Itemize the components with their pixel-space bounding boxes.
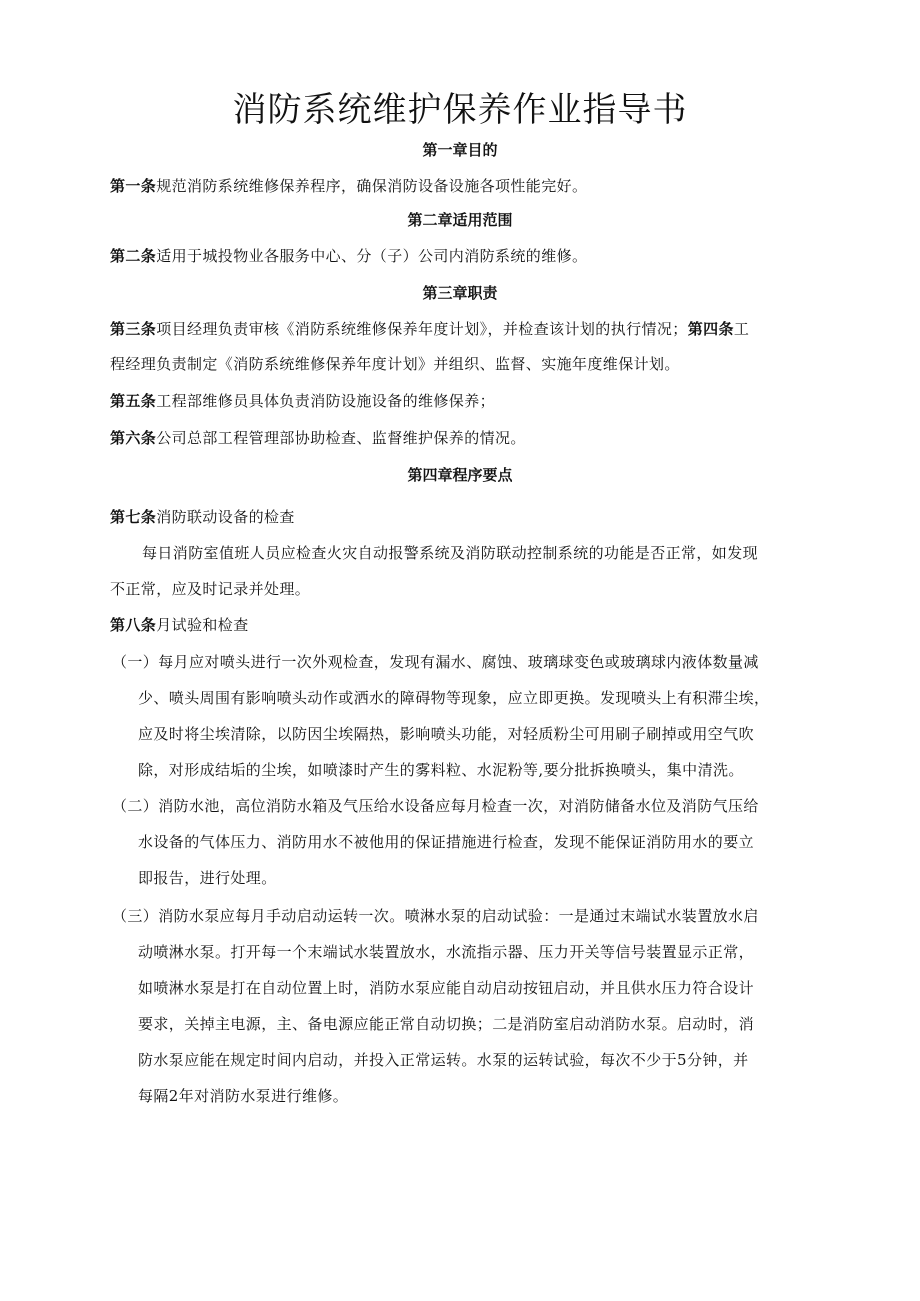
article-4-text-tail: 工 bbox=[733, 320, 750, 338]
item-3-line-2: 动喷淋水泵。打开每一个末端试水装置放水，水流指示器、压力开关等信号装置显示正常， bbox=[138, 943, 755, 961]
article-8-label: 第八条 bbox=[110, 616, 157, 634]
chapter-1-heading: 第一章目的 bbox=[422, 141, 498, 159]
item-2-line-1: （二）消防水池，高位消防水箱及气压给水设备应每月检查一次，对消防储备水位及消防气压给 bbox=[112, 797, 759, 815]
item-2-line-2: 水设备的气体压力、消防用水不被他用的保证措施进行检查，发现不能保证消防用水的要立 bbox=[138, 833, 755, 851]
article-8-heading bbox=[110, 614, 830, 636]
article-2 bbox=[110, 245, 830, 267]
chapter-4-heading: 第四章程序要点 bbox=[407, 466, 513, 484]
document-title: 消防系统维护保养作业指导书 bbox=[232, 90, 688, 130]
chapter-3-heading: 第三章职责 bbox=[422, 284, 498, 302]
item-1-line-1: （一）每月应对喷头进行一次外观检查，发现有漏水、腐蚀、玻璃球变色或玻璃球内液体数量减 bbox=[112, 653, 759, 671]
item-2-line-3: 即报告，进行处理。 bbox=[138, 869, 277, 887]
article-5 bbox=[110, 390, 830, 412]
article-1 bbox=[110, 175, 830, 197]
article-3-text: 项目经理负责审核《消防系统维修保养年度计划》，并检查该计划的执行情况； bbox=[156, 320, 688, 338]
article-6 bbox=[110, 427, 830, 449]
item-3-line-1: （三）消防水泵应每月手动启动运转一次。喷淋水泵的启动试验：一是通过末端试水装置放水启 bbox=[112, 907, 759, 925]
item-3-line-4: 要求，关掉主电源，主、备电源应能正常自动切换；二是消防室启动消防水泵。启动时，消 bbox=[138, 1015, 755, 1033]
article-7-paragraph-line-1: 每日消防室值班人员应检查火灾自动报警系统及消防联动控制系统的功能是否正常，如发现 bbox=[142, 544, 759, 562]
article-2-label: 第二条 bbox=[110, 247, 157, 265]
item-1-line-3: 应及时将尘埃清除，以防因尘埃隔热，影响喷头功能，对轻质粉尘可用刷子刷掉或用空气吹 bbox=[138, 725, 755, 743]
article-5-text: 工程部维修员具体负责消防设施设备的维修保养； bbox=[156, 392, 496, 410]
article-5-label: 第五条 bbox=[110, 392, 157, 410]
article-6-text: 公司总部工程管理部协助检查、监督维护保养的情况。 bbox=[156, 429, 526, 447]
item-1-line-4: 除，对形成结垢的尘埃，如喷漆时产生的雾料粒、水泥粉等,要分批拆换喷头，集中清洗。 bbox=[138, 761, 744, 779]
article-7-paragraph-line-2: 不正常，应及时记录并处理。 bbox=[110, 580, 311, 598]
article-1-text: 规范消防系统维修保养程序，确保消防设备设施各项性能完好。 bbox=[156, 177, 588, 195]
article-4-line-2: 程经理负责制定《消防系统维修保养年度计划》并组织、监督、实施年度维保计划。 bbox=[110, 355, 680, 373]
article-6-label: 第六条 bbox=[110, 429, 157, 447]
item-3-line-6: 每隔2年对消防水泵进行维修。 bbox=[138, 1087, 349, 1105]
article-3-4-line-1 bbox=[110, 318, 830, 340]
item-3-line-5: 防水泵应能在规定时间内启动，并投入正常运转。水泵的运转试验，每次不少于5分钟，并 bbox=[138, 1051, 749, 1069]
chapter-2-heading: 第二章适用范围 bbox=[407, 211, 513, 229]
article-4-label: 第四条 bbox=[687, 320, 734, 338]
article-3-label: 第三条 bbox=[110, 320, 157, 338]
article-7-label: 第七条 bbox=[110, 508, 157, 526]
article-7-title: 消防联动设备的检查 bbox=[156, 508, 295, 526]
article-8-title: 月试验和检查 bbox=[156, 616, 249, 634]
article-7-heading bbox=[110, 506, 830, 528]
item-1-line-2: 少、喷头周围有影响喷头动作或洒水的障碍物等现象，应立即更换。发现喷头上有积滞尘埃， bbox=[138, 689, 770, 707]
article-2-text: 适用于城投物业各服务中心、分（子）公司内消防系统的维修。 bbox=[156, 247, 588, 265]
item-3-line-3: 如喷淋水泵是打在自动位置上时，消防水泵应能自动启动按钮启动，并且供水压力符合设计 bbox=[138, 979, 755, 997]
article-1-label: 第一条 bbox=[110, 177, 157, 195]
